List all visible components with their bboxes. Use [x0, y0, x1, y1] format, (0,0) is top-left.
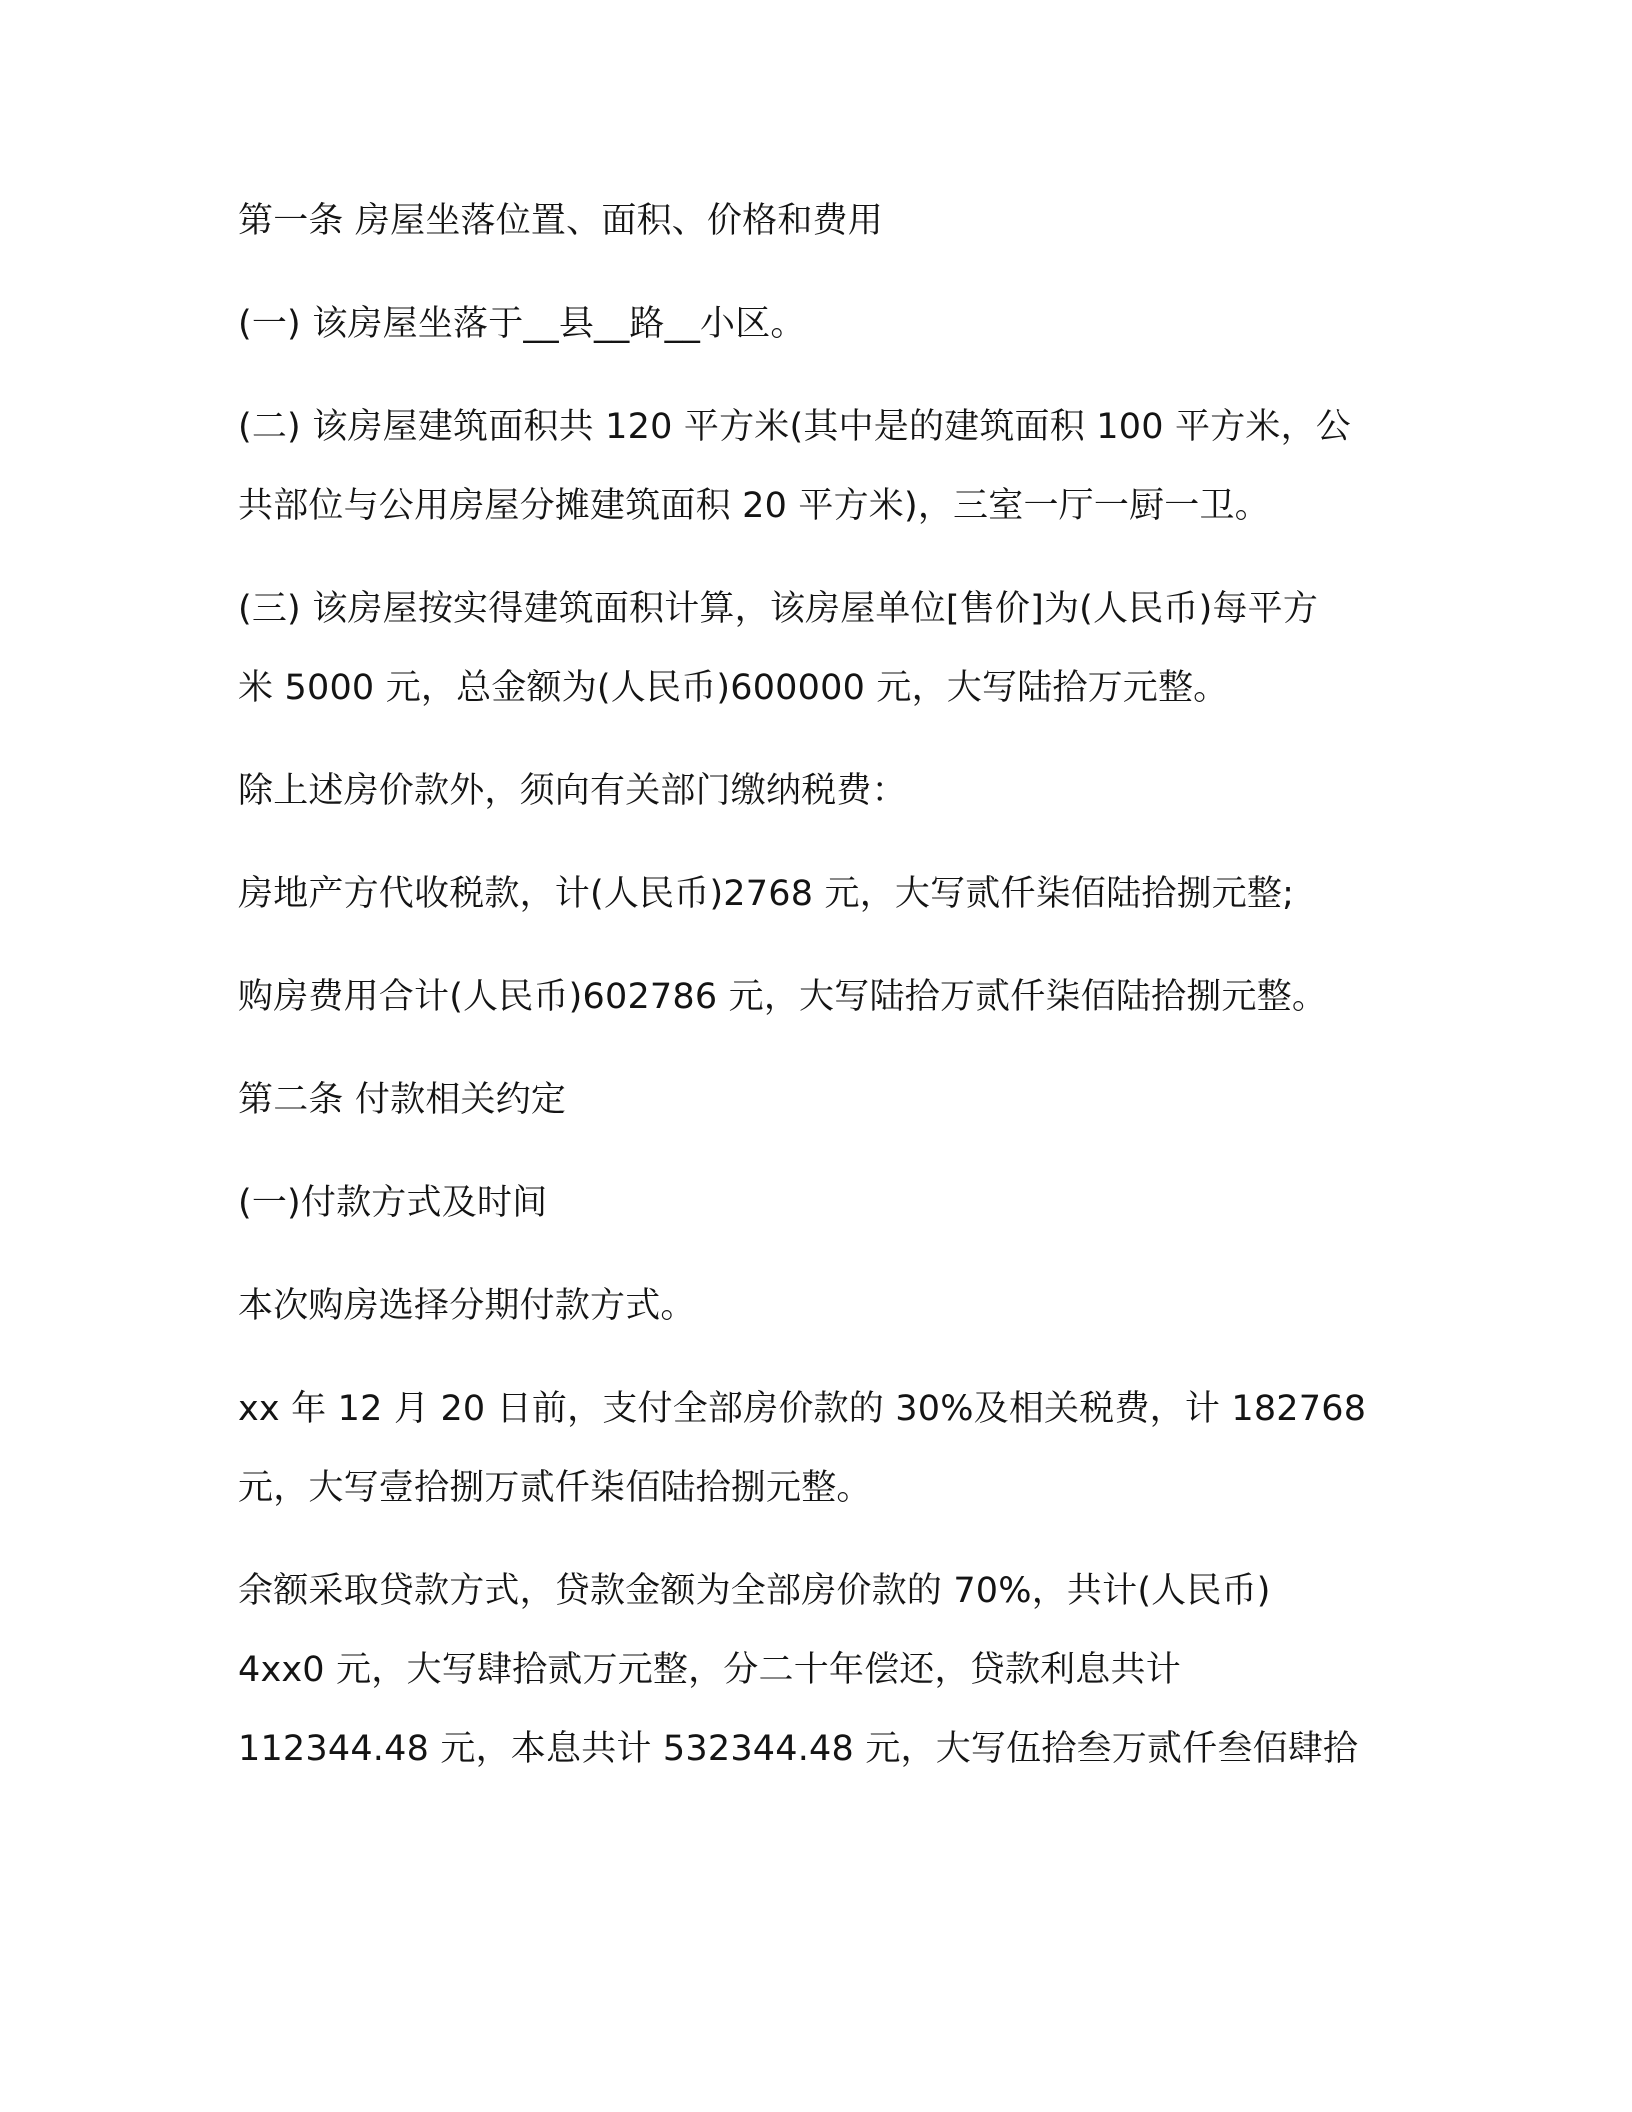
- text-line: 本次购房选择分期付款方式。: [238, 1286, 696, 1326]
- text-line: (一) 该房屋坐落于__县__路__小区。: [238, 304, 806, 344]
- paragraph-location: [238, 285, 1398, 364]
- paragraph-loan: [238, 1552, 1398, 1789]
- document-body: [238, 182, 1398, 1813]
- text-line: 除上述房价款外，须向有关部门缴纳税费：: [238, 771, 907, 811]
- paragraph-taxes-intro: [238, 752, 1398, 831]
- paragraph-down-payment: [238, 1370, 1398, 1528]
- article-1-heading: [238, 182, 1398, 261]
- text-line: xx 年 12 月 20 日前，支付全部房价款的 30%及相关税费，计 182768: [238, 1389, 1367, 1429]
- text-line: 米 5000 元，总金额为(人民币)600000 元，大写陆拾万元整。: [238, 668, 1229, 708]
- paragraph-total-cost: [238, 958, 1398, 1037]
- text-line: 余额采取贷款方式，贷款金额为全部房价款的 70%，共计(人民币): [238, 1571, 1271, 1611]
- text-line: (三) 该房屋按实得建筑面积计算，该房屋单位[售价]为(人民币)每平方: [238, 589, 1319, 629]
- text-line: 112344.48 元，本息共计 532344.48 元，大写伍拾叁万贰仟叁佰肆拾: [238, 1729, 1359, 1769]
- paragraph-tax-amount: [238, 855, 1398, 934]
- article-2-heading: [238, 1061, 1398, 1140]
- text-line: 房地产方代收税款，计(人民币)2768 元，大写贰仟柒佰陆拾捌元整;: [238, 874, 1295, 914]
- text-line: 共部位与公用房屋分摊建筑面积 20 平方米)，三室一厅一厨一卫。: [238, 486, 1270, 526]
- paragraph-installment: [238, 1267, 1398, 1346]
- text-line: (一)付款方式及时间: [238, 1183, 548, 1223]
- text-line: 4xx0 元，大写肆拾贰万元整，分二十年偿还，贷款利息共计: [238, 1650, 1181, 1690]
- text-line: 购房费用合计(人民币)602786 元，大写陆拾万贰仟柒佰陆拾捌元整。: [238, 977, 1328, 1017]
- paragraph-price: [238, 570, 1398, 728]
- text-line: 元，大写壹拾捌万贰仟柒佰陆拾捌元整。: [238, 1468, 872, 1508]
- text-line: (二) 该房屋建筑面积共 120 平方米(其中是的建筑面积 100 平方米，公: [238, 407, 1352, 447]
- paragraph-area: [238, 388, 1398, 546]
- paragraph-payment-method-heading: [238, 1164, 1398, 1243]
- text-line: 第二条 付款相关约定: [238, 1080, 567, 1120]
- text-line: 第一条 房屋坐落位置、面积、价格和费用: [238, 201, 883, 241]
